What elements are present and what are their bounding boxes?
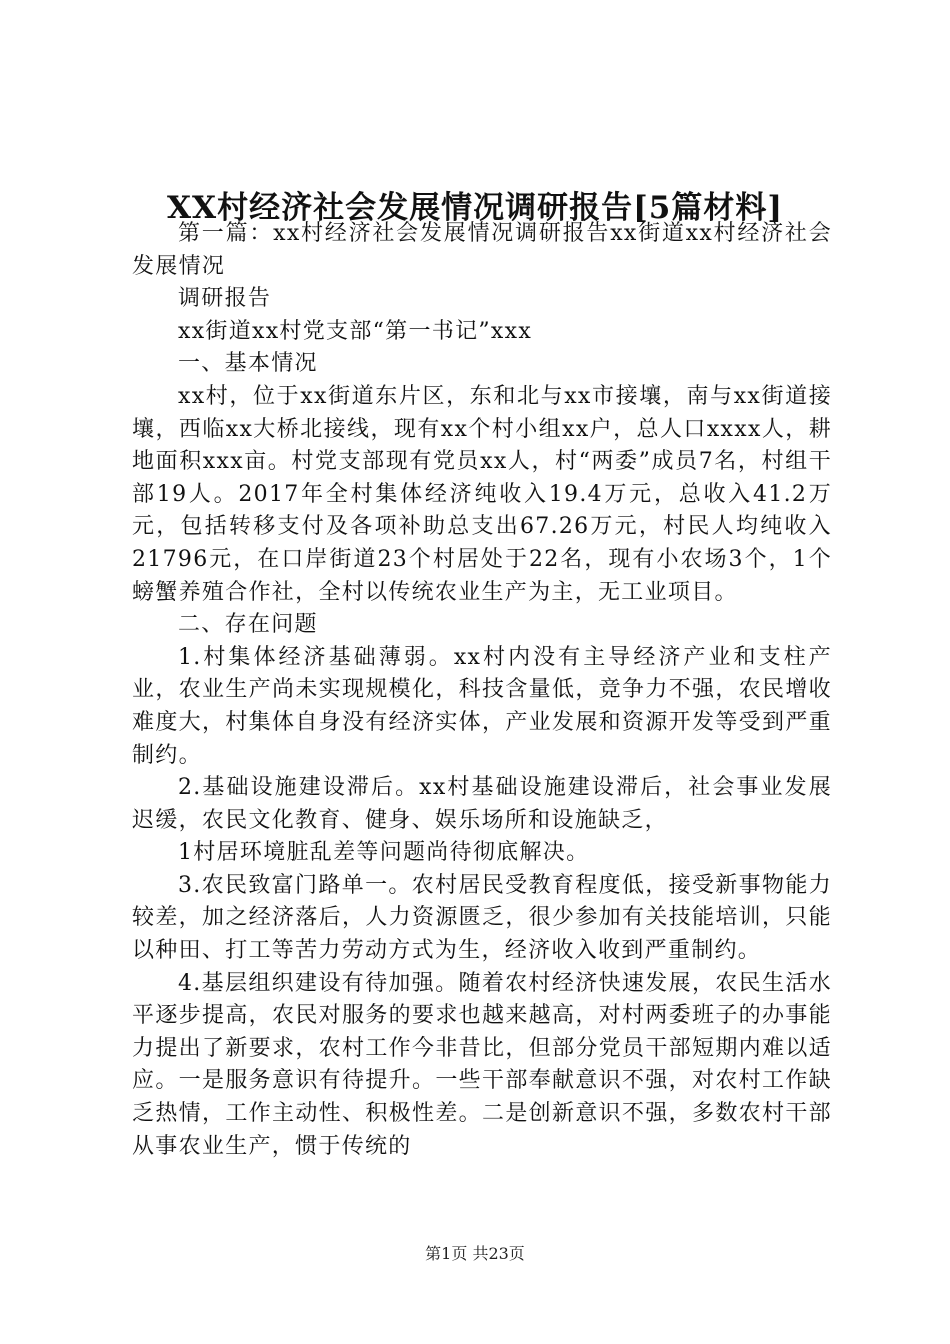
paragraph-report-label: 调研报告 xyxy=(178,286,272,312)
paragraph-basic-info: xx村，位于xx街道东片区，东和北与xx市接壤，南与xx街道接壤，西临xx大桥北接线，现有xx个村小组xx户，总人口xxxx人，耕地面积xxx亩。村党支部现有党员xx人，村“两委”成员7名，村组干部19人。2017年全村集体经济纯收入19.4万元，总收入41.2万元，包括转移支付及各项补助总支出67.26万元，村民人均纯收入21796元，在口岸街道23个村居处于22名，现有小农场3个，1个螃蟹养殖合作社，全村以传统农业生产为主，无工业项目。 xyxy=(132,383,832,605)
section-heading-problems: 二、存在问题 xyxy=(178,612,318,638)
section-heading-basic: 一、基本情况 xyxy=(178,351,318,377)
page-footer: 第1页 共23页 xyxy=(425,1244,525,1263)
paragraph-problem-2-cont: 1村居环境脏乱差等问题尚待彻底解决。 xyxy=(178,840,590,866)
paragraph-problem-1: 1.村集体经济基础薄弱。xx村内没有主导经济产业和支柱产业，农业生产尚未实现规模化，科技含量低，竞争力不强，农民增收难度大，村集体自身没有经济实体，产业发展和资源开发等受到严重制约。 xyxy=(132,644,832,768)
document-title: XX村经济社会发展情况调研报告[5篇材料] xyxy=(166,190,783,226)
paragraph-chapter-heading: 第一篇：xx村经济社会发展情况调研报告xx街道xx村经济社会发展情况 xyxy=(132,221,832,279)
document-body xyxy=(132,218,832,1163)
paragraph-author: xx街道xx村党支部“第一书记”xxx xyxy=(178,318,533,344)
paragraph-problem-4: 4.基层组织建设有待加强。随着农村经济快速发展，农民生活水平逐步提高，农民对服务的要求也越来越高，对村两委班子的办事能力提出了新要求，农村工作今非昔比，但部分党员干部短期内难以适应。一是服务意识有待提升。一些干部奉献意识不强，对农村工作缺乏热情，工作主动性、积极性差。二是创新意识不强，多数农村干部从事农业生产，惯于传统的 xyxy=(132,970,832,1159)
paragraph-problem-2: 2.基础设施建设滞后。xx村基础设施建设滞后，社会事业发展迟缓，农民文化教育、健身、娱乐场所和设施缺乏， xyxy=(132,775,832,833)
paragraph-problem-3: 3.农民致富门路单一。农村居民受教育程度低，接受新事物能力较差，加之经济落后，人力资源匮乏，很少参加有关技能培训，只能以种田、打工等苦力劳动方式为生，经济收入收到严重制约。 xyxy=(132,872,832,964)
